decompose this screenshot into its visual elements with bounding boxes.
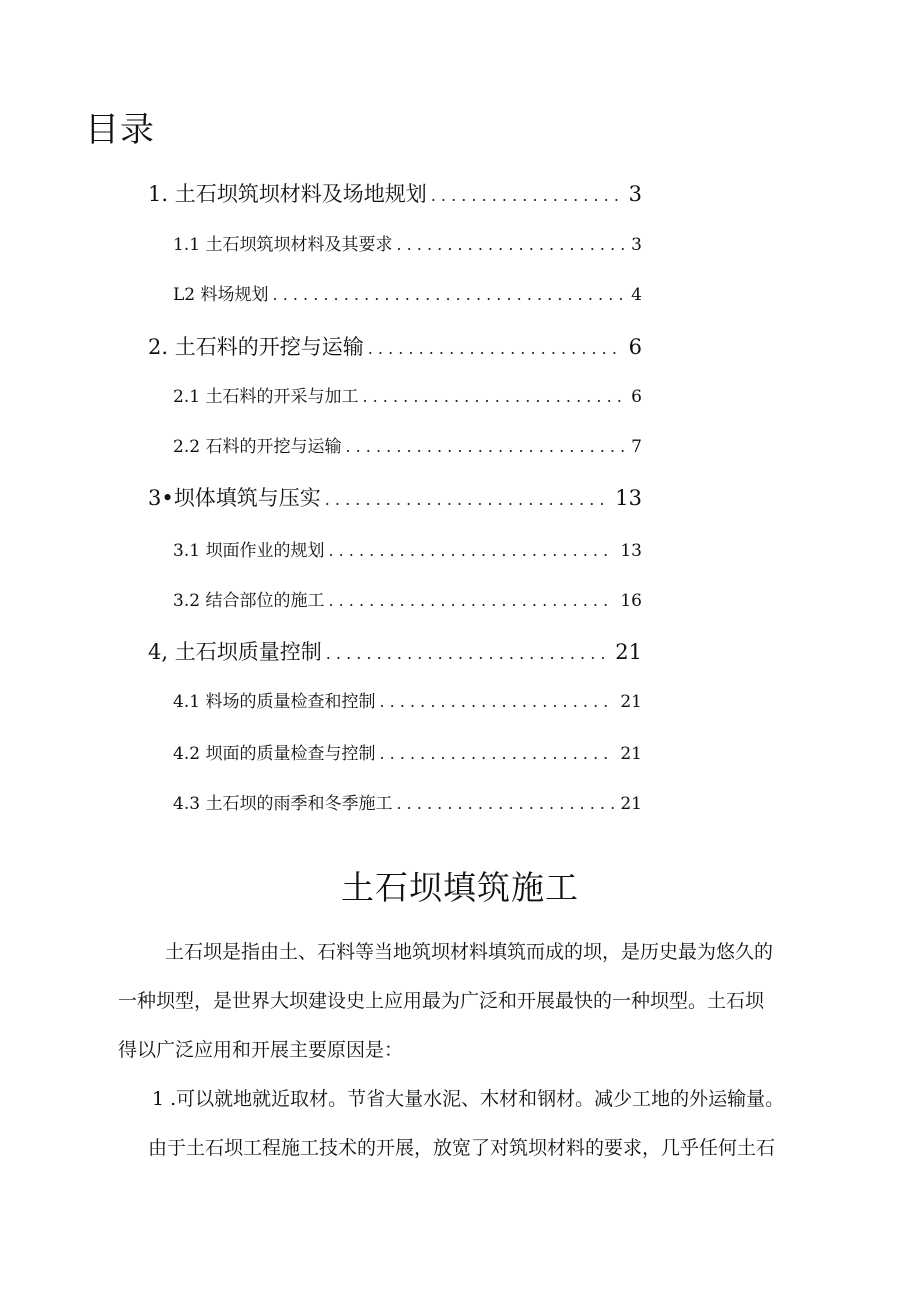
toc-entry-label: 3•坝体填筑与压实 [148, 486, 321, 510]
body-paragraph-line: 土石坝是指由土、石料等当地筑坝材料填筑而成的坝，是历史最为悠久的 [165, 941, 774, 963]
toc-entry-label: 4.1 料场的质量检查和控制 [173, 692, 376, 712]
toc-entry-3[interactable] [148, 484, 642, 512]
toc-entry-2-1[interactable] [173, 383, 642, 411]
toc-page-number: 21 [620, 744, 642, 764]
toc-leader-dots [431, 182, 623, 210]
toc-page-number: 21 [620, 692, 642, 712]
toc-entry-1-1[interactable] [173, 231, 642, 259]
toc-page-number: 6 [628, 335, 642, 359]
body-paragraph-line: 得以广泛应用和开展主要原因是： [118, 1039, 404, 1061]
toc-entry-label: 2.1 土石料的开采与加工 [173, 387, 359, 407]
toc-leader-dots [328, 587, 614, 615]
toc-leader-dots [325, 486, 610, 514]
toc-page-number: 7 [631, 437, 642, 457]
toc-entry-3-2[interactable] [173, 587, 642, 615]
toc-page-number: 6 [631, 387, 642, 407]
toc-entry-4-3[interactable] [173, 790, 642, 818]
toc-entry-label: 4.2 坝面的质量检查与控制 [173, 744, 376, 764]
toc-leader-dots [396, 231, 625, 259]
toc-entry-label: 1. 土石坝筑坝材料及场地规划 [148, 182, 427, 206]
toc-entry-1-2[interactable] [173, 281, 642, 309]
toc-entry-label: 2. 土石料的开挖与运输 [148, 335, 364, 359]
toc-page-number: 13 [615, 486, 642, 510]
toc-page-number: 3 [628, 182, 642, 206]
toc-leader-dots [345, 433, 625, 461]
body-paragraph-line: 由于土石坝工程施工技术的开展，放宽了对筑坝材料的要求，几乎任何土石 [148, 1137, 776, 1159]
toc-page-number: 16 [620, 591, 642, 611]
toc-page-number: 3 [631, 235, 642, 255]
toc-entry-1[interactable] [148, 180, 642, 208]
toc-entry-3-1[interactable] [173, 537, 642, 565]
toc-entry-4-2[interactable] [173, 740, 642, 768]
toc-entry-2-2[interactable] [173, 433, 642, 461]
toc-page-number: 4 [631, 285, 642, 305]
toc-page-number: 13 [620, 541, 642, 561]
toc-entry-label: 4, 土石坝质量控制 [148, 640, 322, 664]
toc-entry-4[interactable] [148, 638, 642, 666]
toc-leader-dots [396, 790, 614, 818]
toc-leader-dots [328, 537, 614, 565]
toc-entry-label: L2 料场规划 [173, 285, 269, 305]
toc-entry-label: 4.3 土石坝的雨季和冬季施工 [173, 794, 393, 814]
toc-entry-label: 1.1 土石坝筑坝材料及其要求 [173, 235, 393, 255]
toc-leader-dots [362, 383, 625, 411]
toc-title: 目录 [85, 110, 155, 150]
body-paragraph-line: 1 .可以就地就近取材。节省大量水泥、木材和钢材。减少工地的外运输量。 [152, 1088, 785, 1110]
toc-leader-dots [273, 281, 626, 309]
toc-page-number: 21 [615, 640, 642, 664]
toc-page-number: 21 [620, 794, 642, 814]
toc-entry-2[interactable] [148, 333, 642, 361]
toc-leader-dots [379, 688, 614, 716]
toc-entry-4-1[interactable] [173, 688, 642, 716]
toc-entry-label: 3.2 结合部位的施工 [173, 591, 325, 611]
toc-leader-dots [326, 640, 610, 668]
toc-leader-dots [368, 335, 623, 363]
toc-entry-label: 3.1 坝面作业的规划 [173, 541, 325, 561]
body-paragraph-line: 一种坝型，是世界大坝建设史上应用最为广泛和开展最快的一种坝型。土石坝 [118, 990, 765, 1012]
toc-leader-dots [379, 740, 614, 768]
toc-entry-label: 2.2 石料的开挖与运输 [173, 437, 342, 457]
document-title: 土石坝填筑施工 [341, 868, 579, 907]
